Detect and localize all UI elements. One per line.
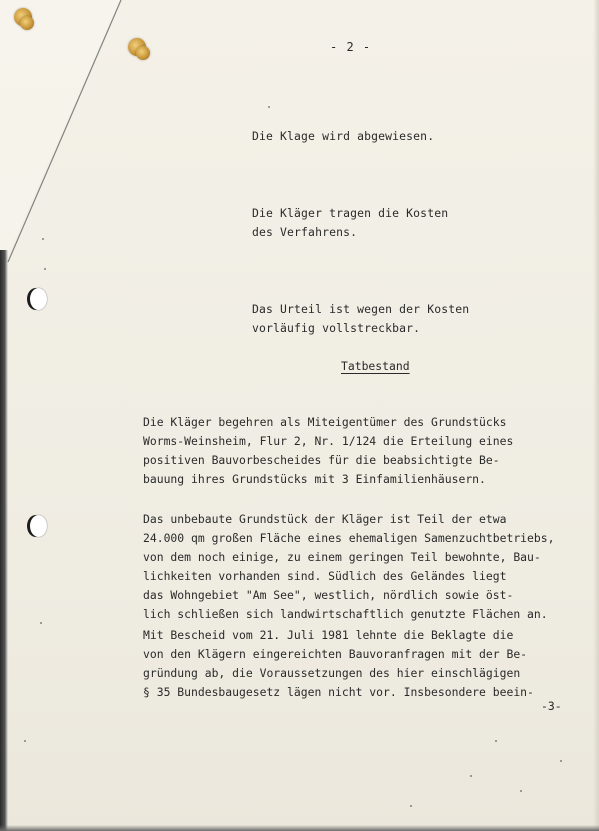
body-paragraph: Das unbebaute Grundstück der Kläger ist Teil der etwa 24.000 qm großen Fläche eines ehemaligen Samenzuchtbetriebs, von dem noch einige, zu einem geringen Teil bewohnte, Bau- lichkeiten vorhanden sind. Südlich des Geländes liegt das Wohngebiet "Am See", westlich, nördlich sowie öst- lich schließen sich landwirtschaftlich genutzte Flächen an.: [143, 512, 555, 621]
ink-speck: [40, 622, 42, 624]
page-left-edge: [0, 250, 8, 831]
staple-mark: [20, 16, 34, 30]
ruling-line: Das Urteil ist wegen der Kosten vorläufig vollstreckbar.: [252, 302, 470, 335]
page-right-edge: [593, 0, 599, 831]
ink-speck: [24, 740, 26, 742]
ink-speck: [520, 790, 522, 792]
body-paragraph: Mit Bescheid vom 21. Juli 1981 lehnte die Beklagte die von den Klägern eingereichten Bauvoranfragen mit der Be- gründung ab, die Voraussetzungen des hier einschlägigen § 35 Bundesbaugesetz lägen nicht vor. Insbesondere beein-: [143, 628, 534, 699]
ink-speck: [410, 805, 412, 807]
punch-hole: [30, 515, 47, 537]
ruling-line: Die Klage wird abgewiesen.: [252, 129, 435, 143]
ink-speck: [470, 775, 472, 777]
body-paragraph: Die Kläger begehren als Miteigentümer des Grundstücks Worms-Weinsheim, Flur 2, Nr. 1/124 die Erteilung eines positiven Bauvorbescheides für die beabsichtigte Be- bauung ihres Grundstücks mit 3 Einfamilienhäusern.: [143, 415, 514, 486]
punch-hole: [30, 288, 47, 310]
page-bottom-edge: [0, 825, 599, 831]
continuation-marker: -3-: [541, 699, 562, 713]
staple-mark: [136, 46, 150, 60]
ink-speck: [44, 268, 46, 270]
page-number: - 2 -: [330, 40, 372, 54]
ink-speck: [495, 740, 497, 742]
ink-speck: [42, 238, 44, 240]
ink-speck: [268, 106, 270, 108]
ruling-line: Die Kläger tragen die Kosten des Verfahrens.: [252, 206, 449, 239]
ink-speck: [560, 760, 562, 762]
ruling-section: [252, 89, 469, 396]
section-heading: Tatbestand: [341, 359, 410, 373]
